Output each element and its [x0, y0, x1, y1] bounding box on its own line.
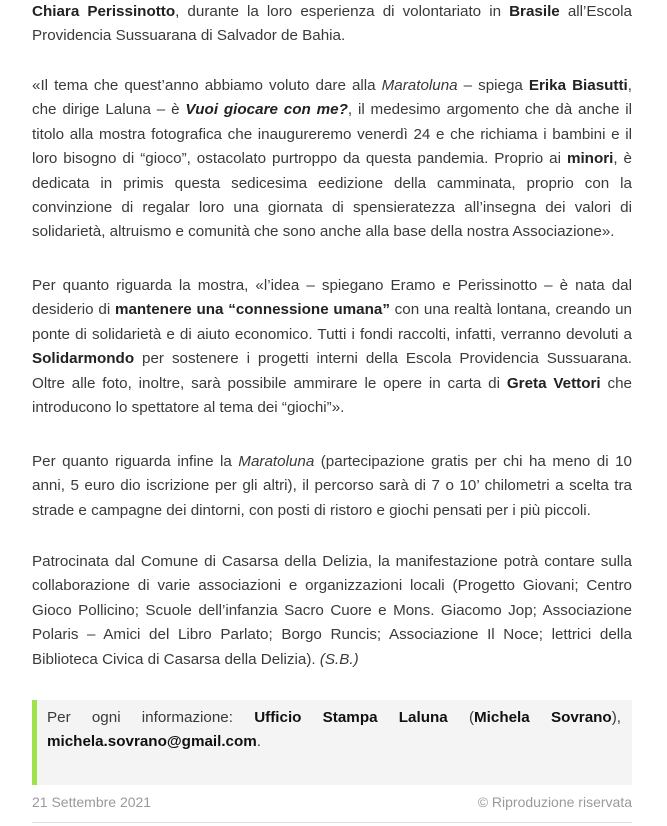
text-run: all’Escola Providencia Sussuarana di Salvador de Bahia. — [32, 3, 632, 45]
info-accent-bar — [32, 700, 37, 785]
bold-text: Chiara Perissinotto — [32, 3, 176, 20]
text-run: – spiega — [457, 77, 529, 94]
text-run: ), — [611, 709, 621, 726]
publish-date: 21 Settembre 2021 — [32, 794, 152, 810]
bold-text: Michela Sovrano — [474, 709, 612, 726]
text-run: ( — [447, 709, 475, 726]
bold-text: Erika Biasutti — [528, 77, 628, 94]
italic-text: Maratoluna — [381, 77, 458, 94]
text-run: Per quanto riguarda la mostra, «l’idea – spiegano Eramo e Perissinotto – è nata dal desiderio di — [32, 277, 632, 319]
text-run: Patrocinata dal Comune di Casarsa della Delizia, la manifestazione potrà contare sulla collaborazione di varie associazioni e organizzazioni locali (Progetto Giovani; Centro Gioco Pollicino; Scuole dell’infanzia Sacro Cuore e Mons. Giacomo Jop; Associazione Polaris – Amici del Libro Parlato; Borgo Runcis; Associazione Il Noce; lettrici della Biblioteca Civica di Casarsa della Delizia). — [32, 553, 632, 668]
italic-text: (S.B.) — [319, 650, 359, 668]
paragraph-intro-end — [32, 0, 632, 49]
text-run: che introducono lo spettatore al tema dei “giochi”». — [32, 374, 632, 417]
bold-text: Solidarmondo — [32, 350, 135, 368]
paragraph-route — [32, 450, 632, 523]
text-run: con una realtà lontana, creando un ponte di solidarietà e di aiuto economico. Tutti i fondi raccolti, infatti, verranno devoluti a — [32, 301, 632, 343]
text-run: , che dirige Laluna – è — [32, 77, 632, 119]
text-run: , il medesimo argomento che dà anche il titolo alla mostra fotografica che inaugureremo venerdì 24 e che richiama i bambini e il loro bisogno di “gioco”, ostacolato purtroppo da questa pandemia. Proprio ai — [32, 101, 633, 168]
bold-text: Brasile — [509, 3, 560, 20]
bold-text: mantenere una “connessione umana” — [114, 301, 390, 319]
paragraph-quote-biasutti — [32, 74, 632, 245]
text-run: per sostenere i progetti interni della Escola Providencia Sussuarana. Oltre alle foto, inoltre, sarà possibile ammirare le opere in carta di — [32, 350, 632, 392]
text-run: (partecipazione gratis per chi ha meno di 10 anni, 5 euro dio iscrizione per gli altri), il percorso sarà di 7 o 10’ chilometri a scelta tra strade e campagne dei dintorni, con posti di ristoro e giochi pensati per i più piccoli. — [32, 453, 632, 519]
paragraph-sponsors — [32, 550, 632, 672]
article-footer — [32, 790, 632, 816]
footer-divider — [32, 822, 632, 823]
text-run: , è dedicata in primis questa sedicesima eedizione della camminata, proprio con la convinzione di regalar loro una giornata di spensieratezza all’insegna dei valori di solidarietà, altruismo e comunità che sono anche alla base della nostra Associazione». — [32, 150, 632, 241]
italic-text: Maratoluna — [238, 453, 315, 470]
contact-info-text — [47, 706, 621, 755]
bold-text: Vuoi giocare con me? — [185, 101, 348, 119]
bold-text: Greta Vettori — [506, 374, 601, 392]
text-run: Per quanto riguarda infine la — [32, 453, 239, 470]
bold-text: michela.sovrano@gmail.com — [47, 733, 257, 751]
bold-text: Ufficio Stampa Laluna — [254, 709, 448, 726]
text-run: «Il tema che quest’anno abbiamo voluto dare alla — [32, 77, 382, 94]
bold-text: minori — [566, 150, 614, 168]
paragraph-exhibition — [32, 274, 632, 420]
text-run: . — [256, 733, 262, 751]
text-run: , durante la loro esperienza di volontariato in — [175, 3, 510, 20]
text-run: Per ogni informazione: — [47, 709, 255, 726]
contact-info-box — [32, 700, 632, 785]
copyright-notice: © Riproduzione riservata — [477, 794, 632, 810]
